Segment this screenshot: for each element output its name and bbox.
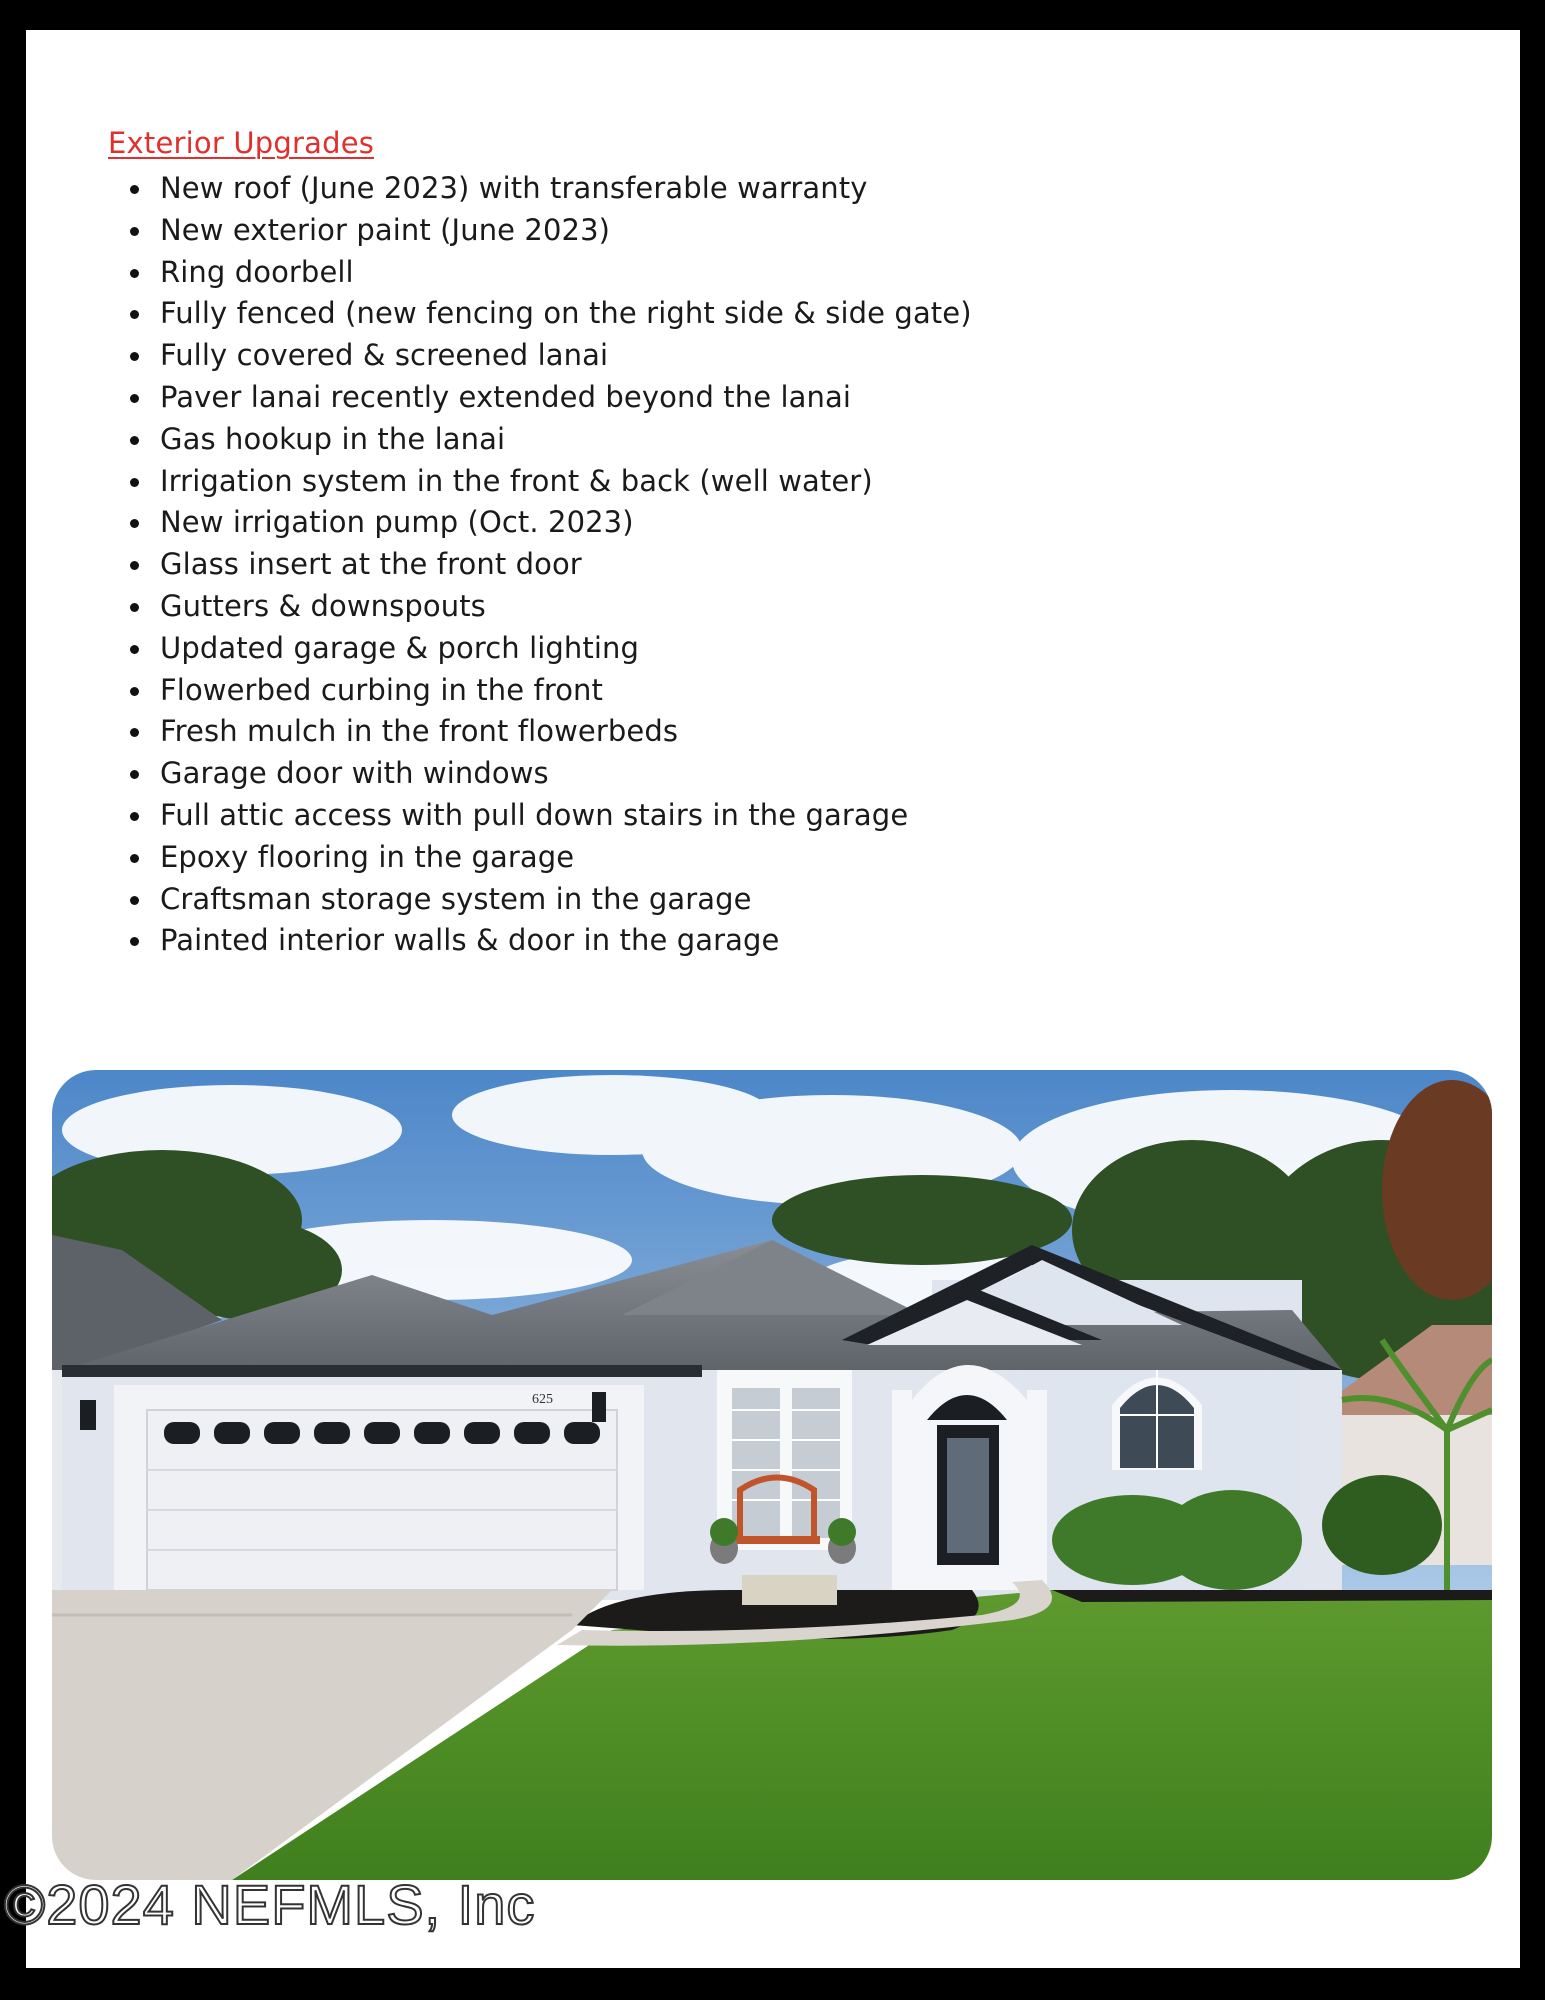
list-item: Irrigation system in the front & back (well water) [160,461,972,503]
house-number: 625 [532,1392,553,1407]
garage-door-windows [164,1422,600,1444]
document-page [26,30,1520,1968]
list-item: Gas hookup in the lanai [160,419,972,461]
list-item: New exterior paint (June 2023) [160,210,972,252]
list-item: Gutters & downspouts [160,586,972,628]
list-item: New irrigation pump (Oct. 2023) [160,502,972,544]
copyright-watermark: ©2024 NEFMLS, Inc [4,1873,536,1936]
house-photo [52,1070,1492,1880]
list-item: Fully covered & screened lanai [160,335,972,377]
list-item: Ring doorbell [160,252,972,294]
list-item: Flowerbed curbing in the front [160,670,972,712]
house-photo-illustration [52,1070,1492,1880]
garage-light-right [592,1392,606,1422]
list-item: Full attic access with pull down stairs in the garage [160,795,972,837]
list-item: Fresh mulch in the front flowerbeds [160,711,972,753]
list-item: Fully fenced (new fencing on the right side & side gate) [160,293,972,335]
list-item: Garage door with windows [160,753,972,795]
upgrade-list [26,168,972,962]
garage-light-left [80,1400,96,1430]
list-item: Glass insert at the front door [160,544,972,586]
list-item: Paver lanai recently extended beyond the lanai [160,377,972,419]
list-item: Painted interior walls & door in the garage [160,920,972,962]
list-item: Epoxy flooring in the garage [160,837,972,879]
list-item: Craftsman storage system in the garage [160,879,972,921]
section-title: Exterior Upgrades [108,126,375,160]
list-item: Updated garage & porch lighting [160,628,972,670]
list-item: New roof (June 2023) with transferable warranty [160,168,972,210]
